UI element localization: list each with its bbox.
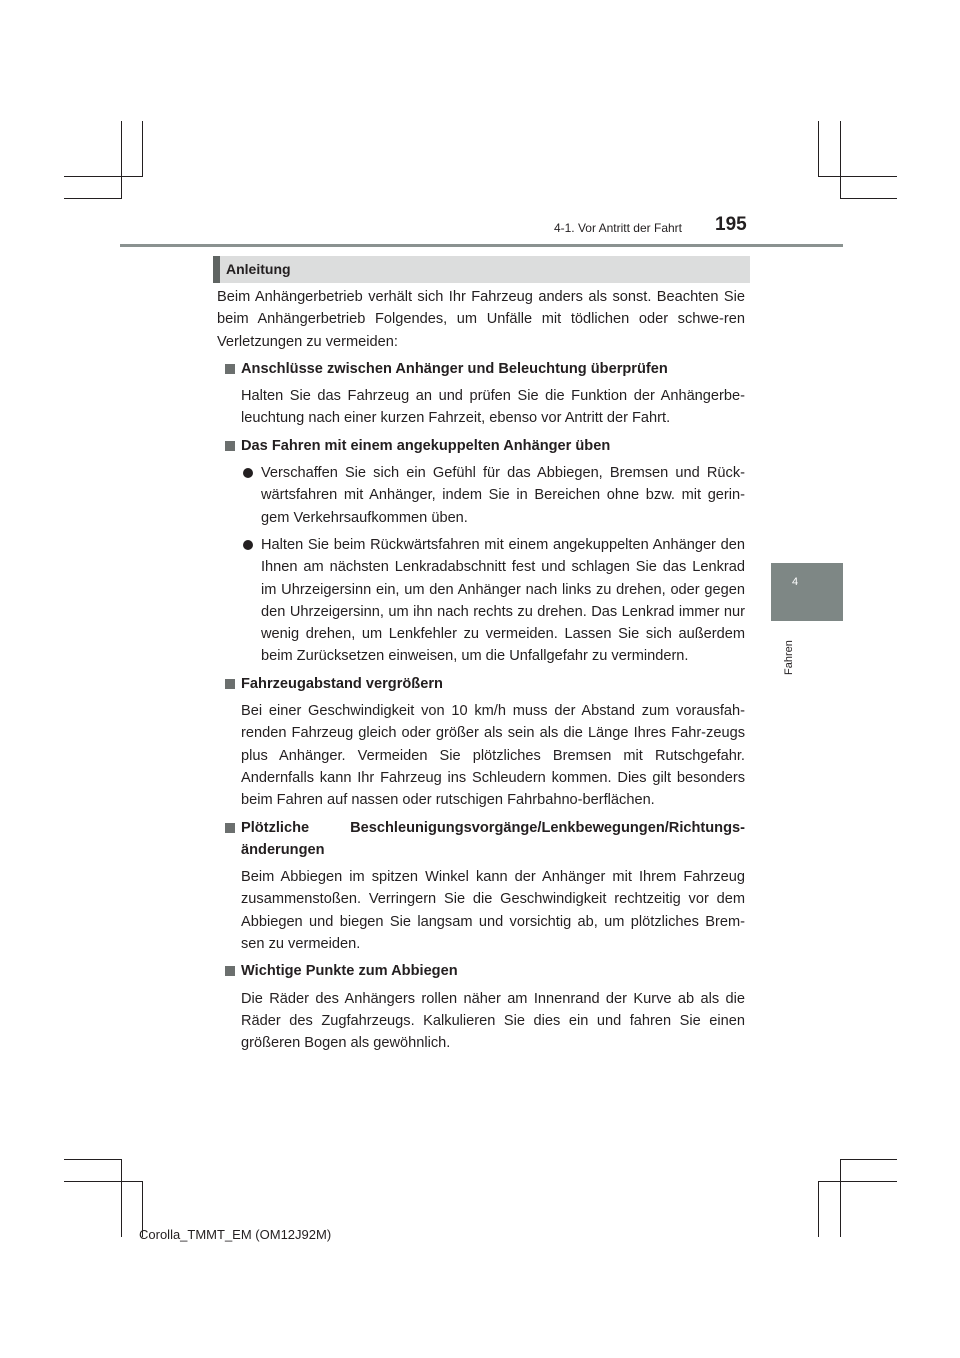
crop-mark <box>818 176 897 177</box>
item-heading-text: Fahrzeugabstand vergrößern <box>241 675 443 692</box>
item-heading-text: Plötzliche Beschleunigungsvorgänge/Lenkbewegungen/Richtungs-änderungen <box>241 819 745 858</box>
caution-header-bar <box>213 256 220 283</box>
crop-mark <box>840 1159 897 1160</box>
crop-mark <box>818 1181 819 1237</box>
crop-mark <box>840 121 841 199</box>
square-bullet-icon <box>225 679 235 689</box>
bullet-item <box>217 534 745 668</box>
item-heading-text: Das Fahren mit einem angekuppelten Anhänger üben <box>241 437 611 454</box>
item-body: Halten Sie das Fahrzeug an und prüfen Sie die Funktion der Anhängerbe-leuchtung nach einer kurzen Fahrzeit, ebenso vor Antritt der Fahrt. <box>241 388 745 427</box>
footer-model-code: Corolla_TMMT_EM (OM12J92M) <box>139 1227 332 1242</box>
bullet-text: Halten Sie beim Rückwärtsfahren mit einem angekuppelten Anhänger den Ihnen am nächsten Lenkradabschnitt fest und schlagen Sie das Lenkrad im Uhrzeigersinn ein, um den Anhänger nach links zu drehen, oder gegen den Uhrzeigersinn, um ihn nach rechts zu drehen. Das Lenkrad immer nur wenig drehen, um Lenkfehler zu vermeiden. Lassen Sie sich außerdem beim Zurücksetzen einweisen, um die Unfallgefahr zu vermindern. <box>261 536 745 665</box>
item-heading <box>217 358 745 380</box>
crop-mark <box>64 198 121 199</box>
round-bullet-icon <box>243 468 253 478</box>
page-number: 195 <box>715 214 747 235</box>
section-title: 4-1. Vor Antritt der Fahrt <box>553 221 682 235</box>
caution-content <box>217 286 745 1060</box>
chapter-label: Fahren <box>783 640 795 675</box>
square-bullet-icon <box>225 823 235 833</box>
caution-header <box>213 256 750 283</box>
caution-title: Anleitung <box>226 261 291 277</box>
intro-text: Beim Anhängerbetrieb verhält sich Ihr Fahrzeug anders als sonst. Beachten Sie beim Anhängerbetrieb Folgendes, um Unfälle mit tödlichen oder schwe-ren Verletzungen zu vermeiden: <box>217 289 745 350</box>
crop-mark <box>121 121 122 199</box>
crop-mark <box>64 1159 121 1160</box>
item-heading <box>217 673 745 695</box>
crop-mark <box>121 1159 122 1237</box>
item-body: Die Räder des Anhängers rollen näher am Innenrand der Kurve ab als die Räder des Zugfahrzeugs. Kalkulieren Sie dies ein und fahren Sie einen größeren Bogen als gewöhnlich. <box>241 990 745 1052</box>
item-heading-text: Wichtige Punkte zum Abbiegen <box>241 963 458 980</box>
square-bullet-icon <box>225 966 235 976</box>
bullet-item <box>217 462 745 529</box>
item-heading <box>217 435 745 457</box>
crop-mark <box>64 176 143 177</box>
item-body: Beim Abbiegen im spitzen Winkel kann der Anhänger mit Ihrem Fahrzeug zusammenstoßen. Verringern Sie die Geschwindigkeit rechtzeitig vor dem Abbiegen und biegen Sie langsam und vorsichtig ab, um plötzliches Brem-sen zu vermeiden. <box>241 869 745 953</box>
chapter-tab <box>771 563 843 621</box>
chapter-number: 4 <box>792 576 799 588</box>
crop-mark <box>840 1159 841 1237</box>
item-heading <box>217 960 745 982</box>
square-bullet-icon <box>225 364 235 374</box>
item-heading-text: Anschlüsse zwischen Anhänger und Beleuchtung überprüfen <box>241 360 668 377</box>
round-bullet-icon <box>243 540 253 550</box>
square-bullet-icon <box>225 441 235 451</box>
crop-mark <box>818 121 819 176</box>
item-heading <box>217 817 745 862</box>
bullet-text: Verschaffen Sie sich ein Gefühl für das Abbiegen, Bremsen und Rück-wärtsfahren mit Anhänger, indem Sie in Bereichen ohne bzw. mit gerin-gem Verkehrsaufkommen üben. <box>261 465 745 526</box>
crop-mark <box>818 1181 897 1182</box>
header-rule <box>120 244 843 247</box>
crop-mark <box>142 121 143 176</box>
item-body: Bei einer Geschwindigkeit von 10 km/h muss der Abstand zum vorausfah-renden Fahrzeug gleich oder größer als sein als die Länge Ihres Fahr-zeugs plus Anhänger. Vermeiden Sie plötzliches Bremsen mit Rutschgefahr. Andernfalls kann Ihr Fahrzeug ins Schleudern kommen. Dies gilt besonders beim Fahren auf nassen oder rutschigen Fahrbahno-berflächen. <box>241 703 745 809</box>
crop-mark <box>840 198 897 199</box>
crop-mark <box>64 1181 143 1182</box>
